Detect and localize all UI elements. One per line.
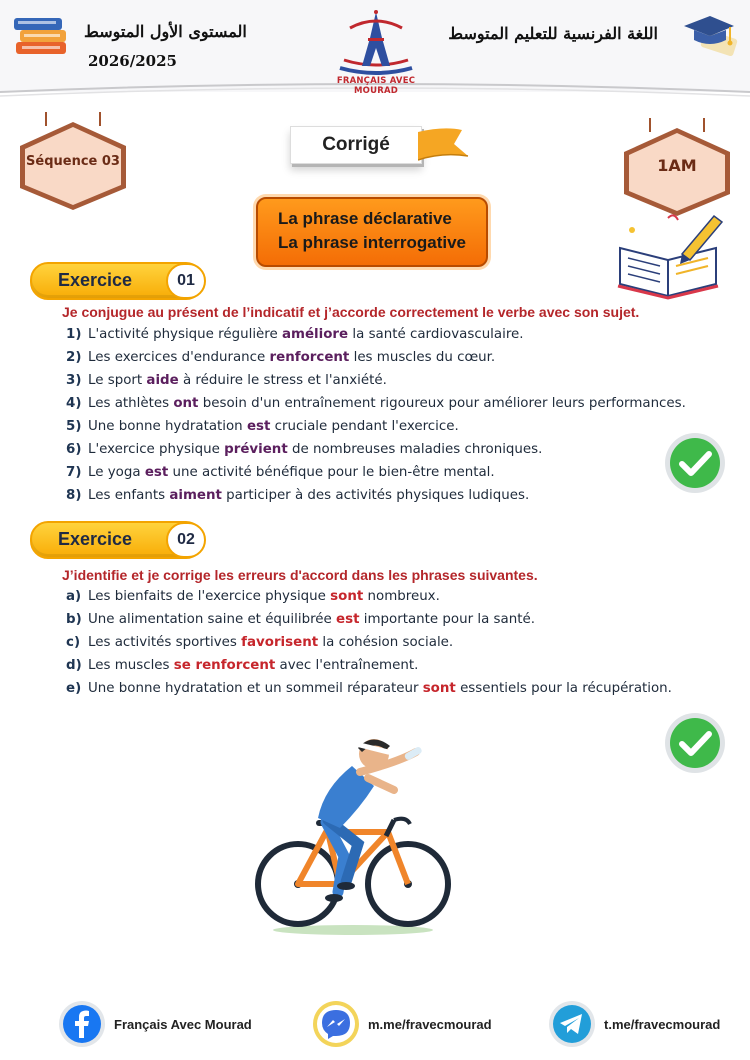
level-badge	[620, 118, 734, 218]
exercise-2-number: 02	[166, 522, 206, 558]
footer-telegram[interactable]	[548, 1000, 748, 1050]
facebook-icon	[58, 1000, 106, 1048]
corrected-verb: aiment	[169, 488, 222, 503]
sequence-badge	[16, 112, 130, 212]
books-icon	[12, 14, 72, 60]
telegram-icon	[548, 1000, 596, 1048]
messenger-label[interactable]: m.me/fravecmourad	[368, 1017, 492, 1032]
corrected-verb: est	[144, 465, 169, 480]
cyclist-illustration	[248, 732, 458, 938]
exercise-2-label: Exercice	[58, 529, 133, 549]
corrected-verb: ont	[173, 396, 199, 411]
exercise-2-item: d) Les muscles se renforcent avec l'entraînement.	[66, 658, 419, 673]
corrected-verb: renforcent	[269, 350, 350, 365]
exercise-1-item: 7) Le yoga est une activité bénéfique pour le bien-être mental.	[66, 465, 495, 480]
exercise-2-item: c) Les activités sportives favorisent la cohésion sociale.	[66, 635, 454, 650]
corrected-verb: est	[336, 612, 360, 627]
corrected-verb: se renforcent	[173, 658, 276, 673]
eiffel-tower-logo-icon	[330, 8, 422, 80]
facebook-label[interactable]: Français Avec Mourad	[114, 1017, 252, 1032]
book-pencil-icon	[612, 208, 728, 300]
logo-caption: FRANÇAIS AVEC MOURAD	[336, 76, 416, 96]
footer-facebook[interactable]	[58, 1000, 258, 1050]
exercise-2-pill	[30, 521, 204, 559]
exercise-1-label: Exercice	[58, 270, 133, 290]
lesson-title-line-1: La phrase déclarative	[278, 209, 452, 228]
level-arabic: المستوى الأول المتوسط	[84, 22, 247, 41]
exercise-1-item: 4) Les athlètes ont besoin d'un entraînement rigoureux pour améliorer leurs performances.	[66, 396, 686, 411]
exercise-2-item: b) Une alimentation saine et équilibrée est importante pour la santé.	[66, 612, 535, 627]
corrected-verb: prévient	[224, 442, 288, 457]
check-mark-icon	[664, 432, 726, 494]
exercise-1-item: 3) Le sport aide à réduire le stress et l'anxiété.	[66, 373, 387, 388]
corrected-verb: aide	[146, 373, 179, 388]
exercise-1-number: 01	[166, 263, 206, 299]
exercise-1-item: 1) L'activité physique régulière améliore la santé cardiovasculaire.	[66, 327, 524, 342]
exercise-1-item: 2) Les exercices d'endurance renforcent les muscles du cœur.	[66, 350, 496, 365]
corrected-verb: est	[246, 419, 271, 434]
corrected-verb: sont	[422, 681, 456, 696]
exercise-2-instruction: J’identifie et je corrige les erreurs d'accord dans les phrases suivantes.	[62, 567, 538, 583]
exercise-1-pill	[30, 262, 204, 300]
exercise-1-instruction: Je conjugue au présent de l’indicatif et j’accorde correctement le verbe avec son sujet.	[62, 304, 640, 320]
sequence-label: Séquence 03	[26, 154, 120, 169]
corrected-verb: favorisent	[241, 635, 319, 650]
exercise-1-item: 5) Une bonne hydratation est cruciale pendant l'exercice.	[66, 419, 459, 434]
corrige-banner: Corrigé	[290, 126, 422, 164]
level-label: 1AM	[657, 156, 697, 175]
exercise-1-item: 8) Les enfants aiment participer à des activités physiques ludiques.	[66, 488, 530, 503]
lesson-title-line-2: La phrase interrogative	[278, 233, 467, 252]
messenger-icon	[312, 1000, 360, 1048]
lesson-title-box	[256, 197, 488, 267]
check-mark-icon	[664, 712, 726, 774]
school-year: 2026/2025	[88, 52, 177, 70]
corrected-verb: sont	[330, 589, 364, 604]
graduation-cap-icon	[680, 10, 740, 62]
subject-arabic: اللغة الفرنسية للتعليم المتوسط	[448, 24, 658, 43]
exercise-1-item: 6) L'exercice physique prévient de nombreuses maladies chroniques.	[66, 442, 543, 457]
telegram-label[interactable]: t.me/fravecmourad	[604, 1017, 721, 1032]
corrected-verb: améliore	[281, 327, 349, 342]
footer-messenger[interactable]	[312, 1000, 512, 1050]
exercise-2-item: a) Les bienfaits de l'exercice physique sont nombreux.	[66, 589, 440, 604]
ribbon-tail-icon	[418, 126, 470, 166]
exercise-2-item: e) Une bonne hydratation et un sommeil réparateur sont essentiels pour la récupération.	[66, 681, 672, 696]
